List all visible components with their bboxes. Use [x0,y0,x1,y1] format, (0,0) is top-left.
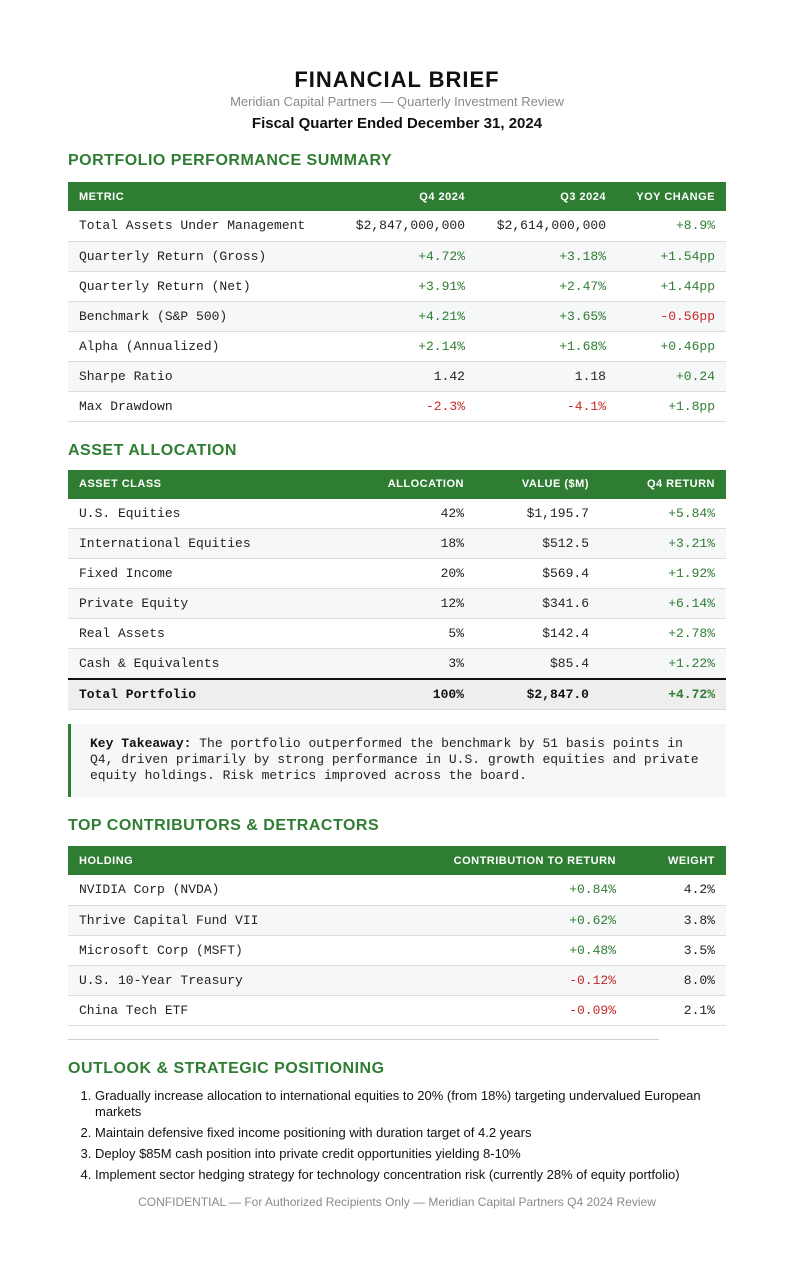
allocation-header-row [68,470,726,499]
q4-value-cell: $2,847,000,000 [328,211,476,241]
financial-brief-page [68,66,726,1210]
table-row [68,649,726,679]
metric-cell: Benchmark (S&P 500) [68,301,328,331]
column-header: Q4 2024 [328,182,476,211]
table-row [68,965,726,995]
q4-return-cell: +1.92% [600,559,726,589]
asset-class-cell: Real Assets [68,619,328,649]
allocation-cell: 12% [328,589,475,619]
value-cell: $341.6 [475,589,600,619]
allocation-cell: 18% [328,529,475,559]
holding-cell: China Tech ETF [68,995,428,1025]
q4-return-cell: +3.21% [600,529,726,559]
contribution-cell: +0.48% [428,935,627,965]
table-row [68,271,726,301]
table-row [68,589,726,619]
q4-return-cell: +1.22% [600,649,726,679]
yoy-change-cell: -0.56pp [617,301,726,331]
column-header: ASSET CLASS [68,470,328,499]
allocation-cell: 42% [328,499,475,529]
metric-cell: Quarterly Return (Gross) [68,241,328,271]
asset-class-cell: Private Equity [68,589,328,619]
yoy-change-cell: +1.8pp [617,391,726,421]
total-return-cell: +4.72% [600,679,726,710]
yoy-change-cell: +1.54pp [617,241,726,271]
value-cell: $569.4 [475,559,600,589]
q4-value-cell: +2.14% [328,331,476,361]
metric-cell: Quarterly Return (Net) [68,271,328,301]
document-subtitle: Meridian Capital Partners — Quarterly Investment Review [230,94,564,109]
q4-value-cell: +3.91% [328,271,476,301]
table-row [68,391,726,421]
table-row [68,529,726,559]
q4-value-cell: 1.42 [328,361,476,391]
q3-value-cell: +1.68% [476,331,617,361]
table-row [68,499,726,529]
yoy-change-cell: +1.44pp [617,271,726,301]
list-item: 4. Implement sector hedging strategy for technology concentration risk (currently 28% of equity portfolio) [95,1167,726,1183]
value-cell: $1,195.7 [475,499,600,529]
contribution-cell: -0.09% [428,995,627,1025]
q4-return-cell: +2.78% [600,619,726,649]
column-header: VALUE ($M) [475,470,600,499]
column-header: Q4 RETURN [600,470,726,499]
total-value-cell: $2,847.0 [475,679,600,710]
table-row [68,301,726,331]
q3-value-cell: +2.47% [476,271,617,301]
yoy-change-cell: +8.9% [617,211,726,241]
table-row [68,559,726,589]
section-divider [68,1039,659,1040]
table-row [68,211,726,241]
asset-class-cell: Fixed Income [68,559,328,589]
takeaway-text: The portfolio outperformed the benchmark by 51 basis points in Q4, driven primarily by strong performance in U.S. growth equities and private equity holdings. Risk metrics improved across the board. [90,736,699,783]
metric-cell: Total Assets Under Management [68,211,328,241]
table-row [68,935,726,965]
document-title: FINANCIAL BRIEF [294,67,500,92]
table-row [68,241,726,271]
q3-value-cell: +3.18% [476,241,617,271]
q3-value-cell: 1.18 [476,361,617,391]
asset-class-cell: Cash & Equivalents [68,649,328,679]
holding-cell: U.S. 10-Year Treasury [68,965,428,995]
list-item: 2. Maintain defensive fixed income positioning with duration target of 4.2 years [95,1125,726,1141]
value-cell: $512.5 [475,529,600,559]
column-header: WEIGHT [627,846,726,875]
metric-cell: Sharpe Ratio [68,361,328,391]
yoy-change-cell: +0.46pp [617,331,726,361]
list-item: 3. Deploy $85M cash position into private credit opportunities yielding 8-10% [95,1146,726,1162]
q4-value-cell: +4.72% [328,241,476,271]
fiscal-period: Fiscal Quarter Ended December 31, 2024 [251,115,543,132]
outlook-list [95,1088,726,1183]
q3-value-cell: $2,614,000,000 [476,211,617,241]
total-label-cell: Total Portfolio [68,679,328,710]
column-header: YOY CHANGE [617,182,726,211]
outlook-section-title: OUTLOOK & STRATEGIC POSITIONING [68,1059,385,1077]
metric-cell: Alpha (Annualized) [68,331,328,361]
total-row [68,679,726,710]
asset-class-cell: U.S. Equities [68,499,328,529]
contributors-header-row [68,846,726,875]
allocation-table [68,470,726,711]
allocation-section-title: ASSET ALLOCATION [68,441,237,459]
q4-return-cell: +5.84% [600,499,726,529]
holding-cell: Microsoft Corp (MSFT) [68,935,428,965]
list-item: 1. Gradually increase allocation to international equities to 20% (from 18%) targeting undervalued European markets [95,1088,726,1120]
contribution-cell: -0.12% [428,965,627,995]
contributors-section-title: TOP CONTRIBUTORS & DETRACTORS [68,817,380,834]
q4-value-cell: -2.3% [328,391,476,421]
performance-table [68,182,726,422]
performance-header-row [68,182,726,211]
weight-cell: 2.1% [627,995,726,1025]
table-row [68,875,726,905]
column-header: HOLDING [68,846,428,875]
q4-value-cell: +4.21% [328,301,476,331]
asset-class-cell: International Equities [68,529,328,559]
takeaway-label: Key Takeaway: [90,736,192,751]
key-takeaway-callout [68,724,726,797]
allocation-cell: 5% [328,619,475,649]
column-header: Q3 2024 [476,182,617,211]
q3-value-cell: +3.65% [476,301,617,331]
table-row [68,995,726,1025]
weight-cell: 3.8% [627,905,726,935]
performance-section-title: PORTFOLIO PERFORMANCE SUMMARY [68,152,393,169]
column-header: CONTRIBUTION TO RETURN [428,846,627,875]
contributors-table [68,846,726,1026]
table-row [68,361,726,391]
total-allocation-cell: 100% [328,679,475,710]
table-row [68,905,726,935]
table-row [68,619,726,649]
column-header: ALLOCATION [328,470,475,499]
table-row [68,331,726,361]
value-cell: $142.4 [475,619,600,649]
holding-cell: NVIDIA Corp (NVDA) [68,875,428,905]
contribution-cell: +0.62% [428,905,627,935]
allocation-cell: 3% [328,649,475,679]
contribution-cell: +0.84% [428,875,627,905]
weight-cell: 3.5% [627,935,726,965]
confidential-footer: CONFIDENTIAL — For Authorized Recipients Only — Meridian Capital Partners Q4 2024 Review [138,1194,656,1209]
weight-cell: 8.0% [627,965,726,995]
yoy-change-cell: +0.24 [617,361,726,391]
holding-cell: Thrive Capital Fund VII [68,905,428,935]
q4-return-cell: +6.14% [600,589,726,619]
allocation-cell: 20% [328,559,475,589]
weight-cell: 4.2% [627,875,726,905]
metric-cell: Max Drawdown [68,391,328,421]
q3-value-cell: -4.1% [476,391,617,421]
value-cell: $85.4 [475,649,600,679]
column-header: METRIC [68,182,328,211]
